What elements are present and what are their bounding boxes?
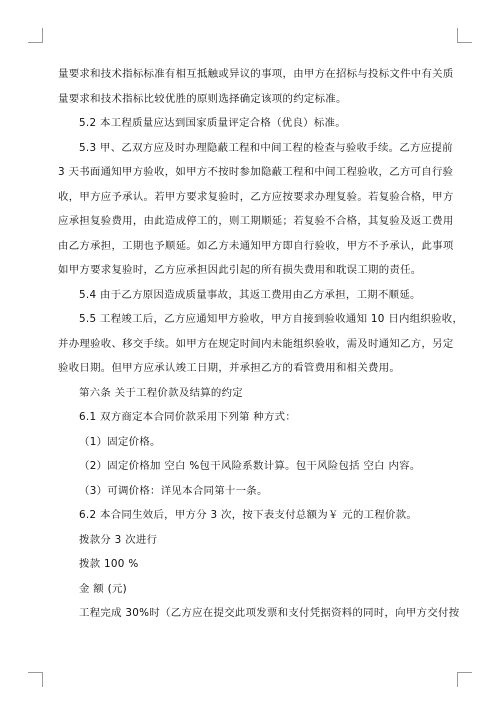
body-line: 量要求和技术指标比较优胜的原则选择确定该项的约定标准。 xyxy=(58,92,347,105)
body-line: 金 额 (元) xyxy=(79,582,127,595)
crop-mark-bottom-left xyxy=(28,672,43,687)
crop-mark-bottom-right xyxy=(457,672,472,687)
body-line: 工程完成 30%时（乙方应在提交此项发票和支付凭据资料的同时，向甲方交付按 xyxy=(79,607,460,619)
crop-mark-top-right xyxy=(457,28,472,43)
body-line: 应承担复验费用，由此造成停工的，则工期顺延；若复验不合格，其复验及返工费用 xyxy=(58,215,454,227)
body-line: 6.1 双方商定本合同价款采用下列第 种方式： xyxy=(79,411,297,423)
body-line: 拨款 100 % xyxy=(79,558,139,570)
body-line: 6.2 本合同生效后，甲方分 3 次，按下表支付总额为￥ 元的工程价款。 xyxy=(79,509,418,521)
body-line: （3）可调价格：详见本合同第十一条。 xyxy=(79,484,268,497)
body-line: （1）固定价格。 xyxy=(79,435,161,448)
body-line: 5.5 工程竣工后，乙方应通知甲方验收，甲方自接到验收通知 10 日内组织验收， xyxy=(79,313,464,325)
body-line: 验收日期。但甲方应承认竣工日期，并承担乙方的看管费用和相关费用。 xyxy=(58,362,401,374)
body-line: 量要求和技术指标标准有相互抵触或异议的事项，由甲方在招标与投标文件中有关质 xyxy=(58,68,454,80)
body-line: 如甲方要求复验时，乙方应承担因此引起的所有损失费用和耽误工期的责任。 xyxy=(58,264,422,276)
body-line: 5.2 本工程质量应达到国家质量评定合格（优良）标准。 xyxy=(79,117,346,129)
body-line: 收，甲方应予承认。若甲方要求复验时，乙方应按要求办理复验。若复验合格，甲方 xyxy=(58,190,454,203)
body-line: 并办理验收、移交手续。如甲方在规定时间内未能组织验收，需及时通知乙方，另定 xyxy=(58,337,454,350)
body-line: 3 天书面通知甲方验收，如甲方不按时参加隐蔽工程和中间工程验收，乙方可自行验 xyxy=(58,166,454,178)
section-heading: 第六条 关于工程价款及结算的约定 xyxy=(79,386,243,399)
crop-mark-top-left xyxy=(28,28,43,43)
body-line: 拨款分 3 次进行 xyxy=(79,533,158,546)
document-body xyxy=(58,62,464,626)
body-line: 由乙方承担，工期也予顺延。如乙方未通知甲方即自行验收，甲方不予承认，此事项 xyxy=(58,239,454,252)
body-line: （2）固定价格加 空白 %包干风险系数计算。包干风险包括 空白 内容。 xyxy=(79,460,421,472)
body-line: 5.3 甲、乙双方应及时办理隐蔽工程和中间工程的检查与验收手续。乙方应提前 xyxy=(79,141,453,154)
body-line: 5.4 由于乙方原因造成质量事故，其返工费用由乙方承担，工期不顺延。 xyxy=(79,288,421,301)
